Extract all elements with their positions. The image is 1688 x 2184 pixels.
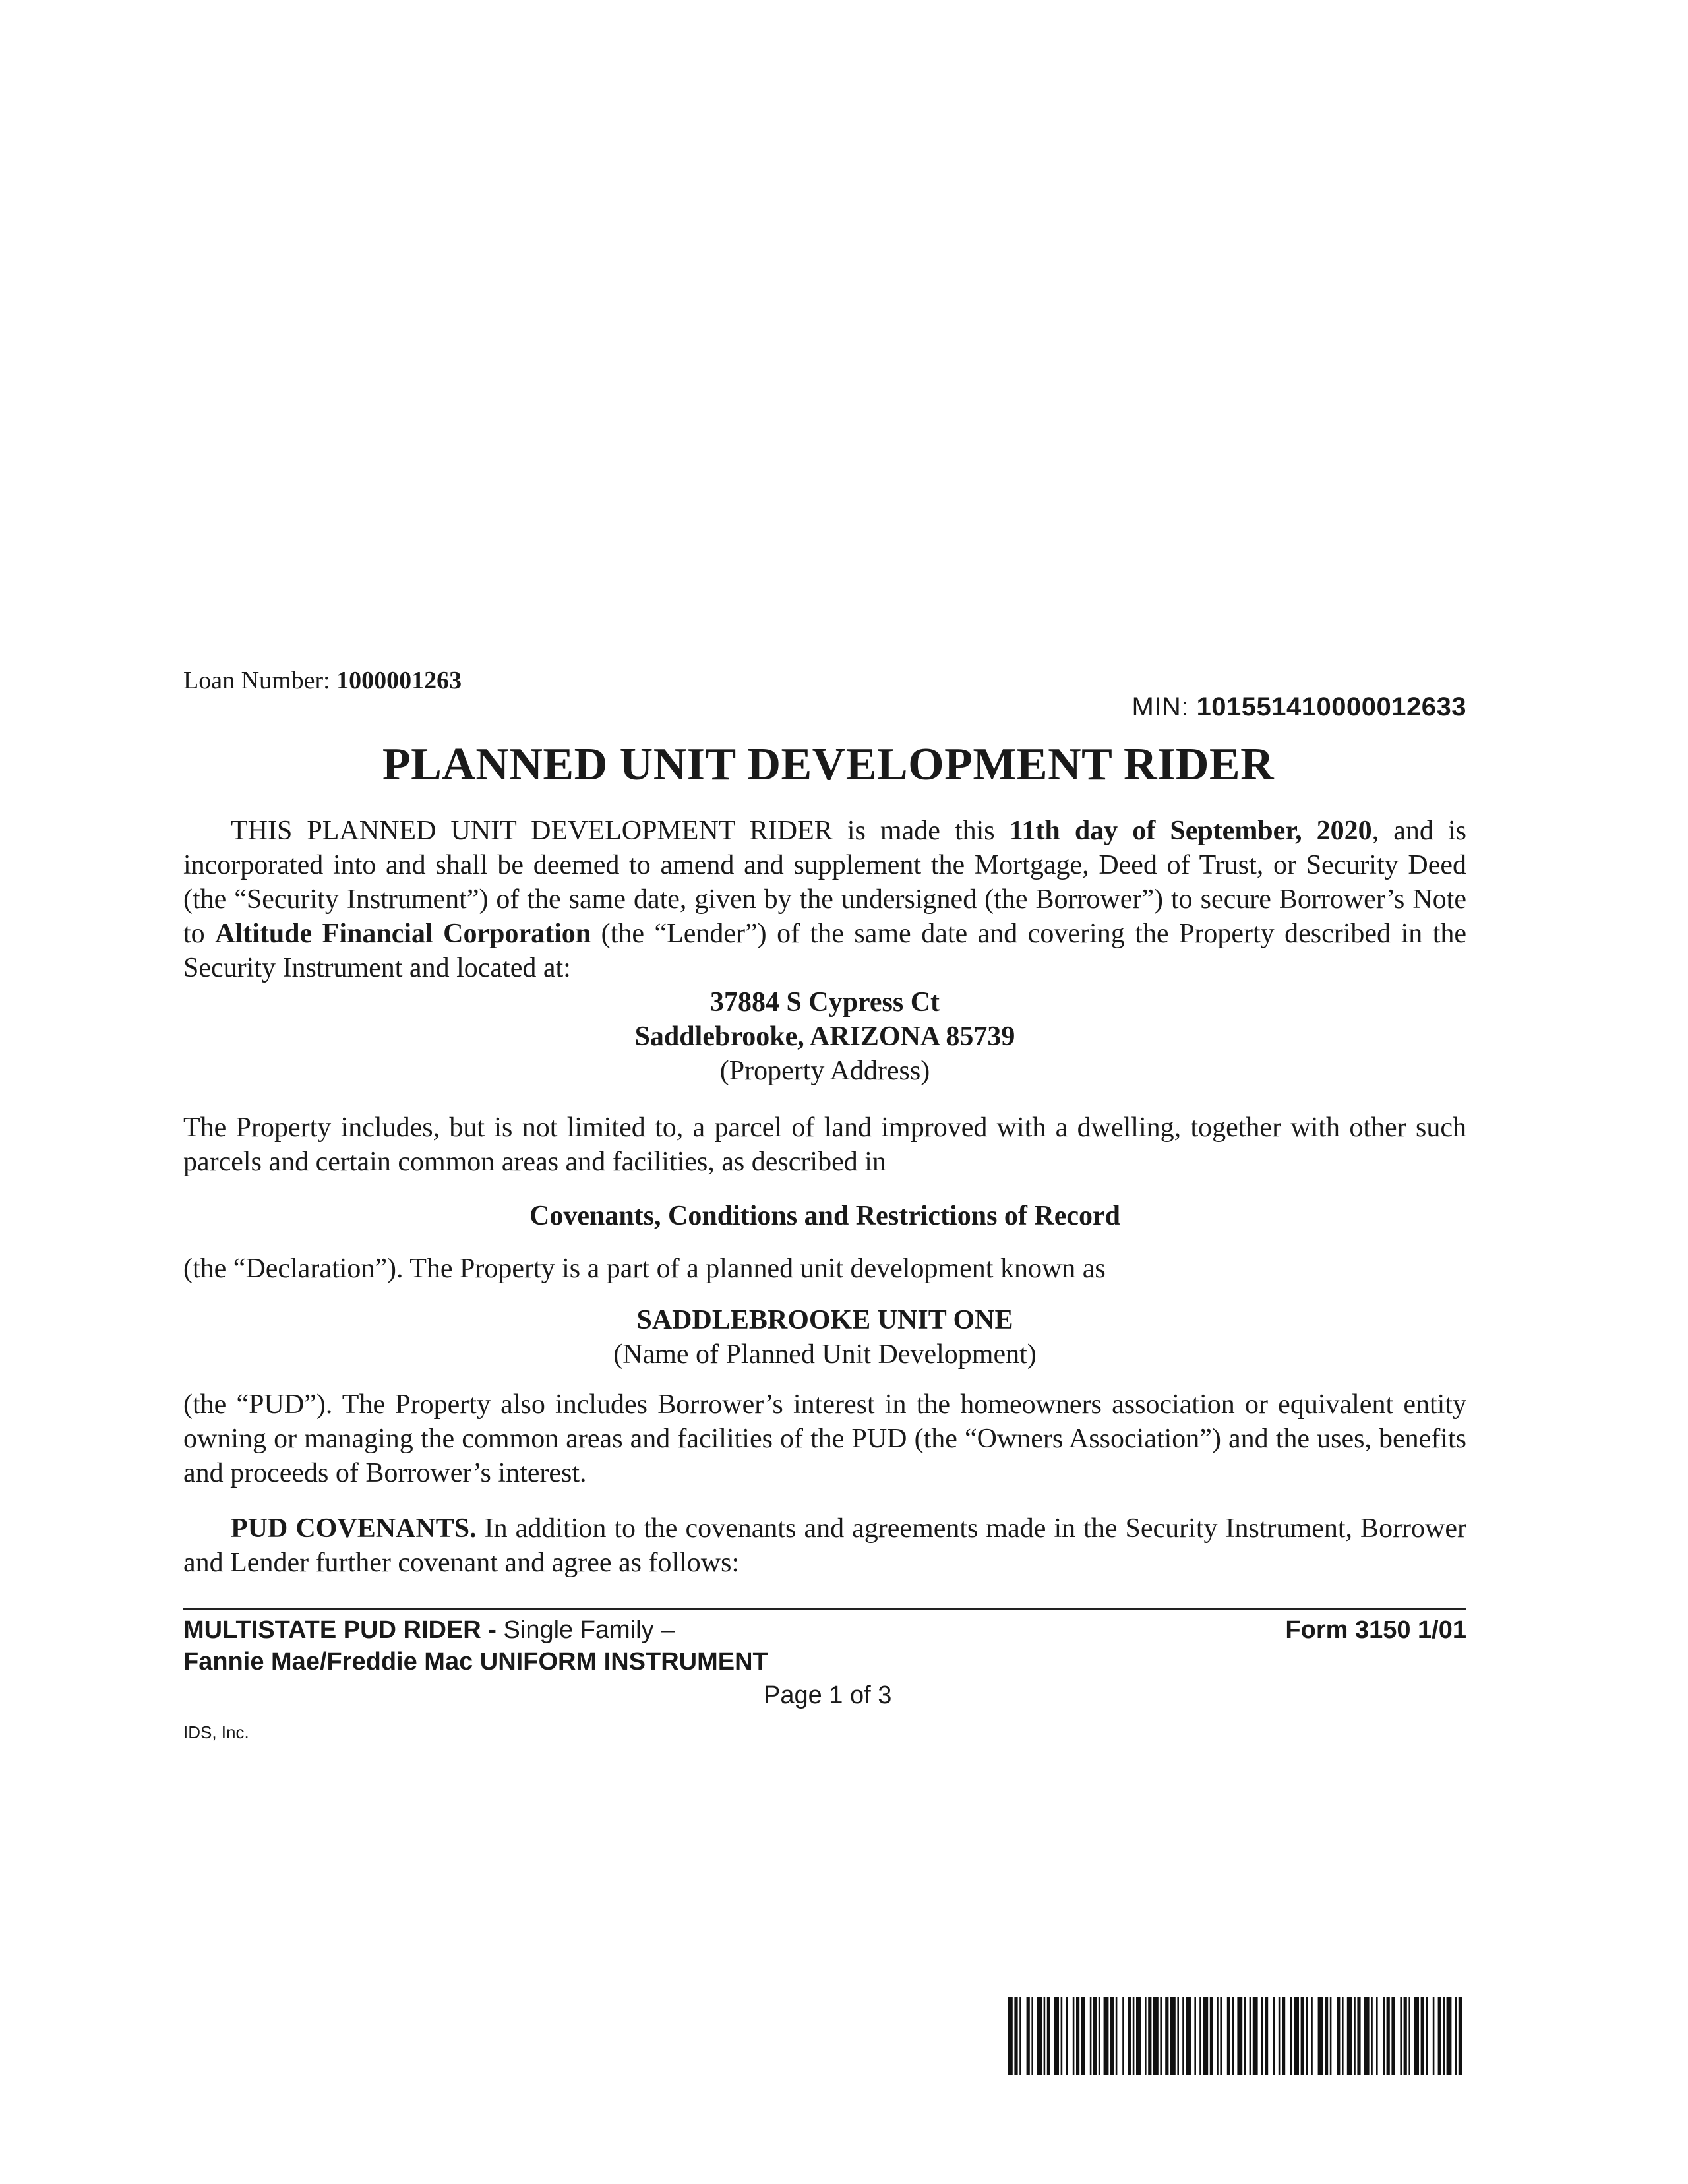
pud-name-caption: (Name of Planned Unit Development): [613, 1339, 1037, 1370]
loan-number-line: [183, 666, 462, 695]
pud-name: SADDLEBROOKE UNIT ONE: [636, 1305, 1013, 1335]
pud-name-block: [183, 1303, 1466, 1372]
vendor-label: IDS, Inc.: [183, 1722, 249, 1742]
pud-covenants-paragraph: [183, 1511, 1466, 1580]
page-number: Page 1 of 3: [764, 1682, 892, 1709]
footer-instrument: Fannie Mae/Freddie Mac UNIFORM INSTRUMENT: [183, 1648, 768, 1676]
declaration-name: Covenants, Conditions and Restrictions of Record: [529, 1201, 1121, 1231]
pud-covenants-heading: PUD COVENANTS.: [231, 1513, 477, 1544]
property-description-paragraph: The Property includes, but is not limited to, a parcel of land improved with a dwelling, together with other such parcels and certain common areas and facilities, as described in: [183, 1112, 1466, 1177]
pud-paragraph: (the “PUD”). The Property also includes Borrower’s interest in the homeowners association or equivalent entity owning or managing the common areas and facilities of the PUD (the “Owners Association”) and the uses, benefits and proceeds of Borrower’s interest.: [183, 1389, 1466, 1488]
property-address-caption: (Property Address): [719, 1056, 930, 1086]
rider-date: 11th day of September, 2020: [1009, 816, 1372, 846]
footer-divider: [183, 1608, 1466, 1610]
footer-rider-info: [183, 1614, 768, 1678]
footer-rider-label: MULTISTATE PUD RIDER -: [183, 1616, 497, 1644]
property-address-block: [183, 985, 1466, 1088]
footer-rider-line: [183, 1614, 768, 1646]
intro-text: THIS PLANNED UNIT DEVELOPMENT RIDER is made this: [231, 816, 1010, 846]
loan-number-value: 1000001263: [336, 667, 462, 694]
lender-name: Altitude Financial Corporation: [215, 919, 591, 949]
property-city-state-zip: Saddlebrooke, ARIZONA 85739: [634, 1021, 1015, 1052]
pud-covenants-text: In addition to the covenants and agreements made in the Security Instrument, Borrower and Lender further covenant and agree as follows:: [183, 1513, 1466, 1578]
intro-end-text: (the “Lender”) of the same date and covering the Property described in the Security Instrument and located at:: [183, 919, 1467, 983]
declaration-paragraph: (the “Declaration”). The Property is a part of a planned unit development known as: [183, 1254, 1106, 1284]
min-value: 101551410000012633: [1196, 692, 1466, 721]
intro-middle-text: , and is incorporated into and shall be deemed to amend and supplement the Mortgage, Deed of Trust, or Security Deed (the “Security Instrument”) of the same date, given by the undersigned (the Borrower”) to secure Borrower’s Note to: [183, 816, 1467, 949]
property-street: 37884 S Cypress Ct: [709, 987, 940, 1017]
footer-rider-type: Single Family –: [496, 1616, 675, 1644]
loan-number-label: Loan Number:: [183, 667, 330, 694]
document-title: PLANNED UNIT DEVELOPMENT RIDER: [382, 739, 1275, 790]
intro-paragraph: [183, 814, 1466, 985]
min-line: [1132, 692, 1467, 722]
min-label: MIN:: [1131, 692, 1189, 721]
form-number: Form 3150 1/01: [1285, 1616, 1466, 1644]
barcode-icon: [1008, 1997, 1466, 2075]
